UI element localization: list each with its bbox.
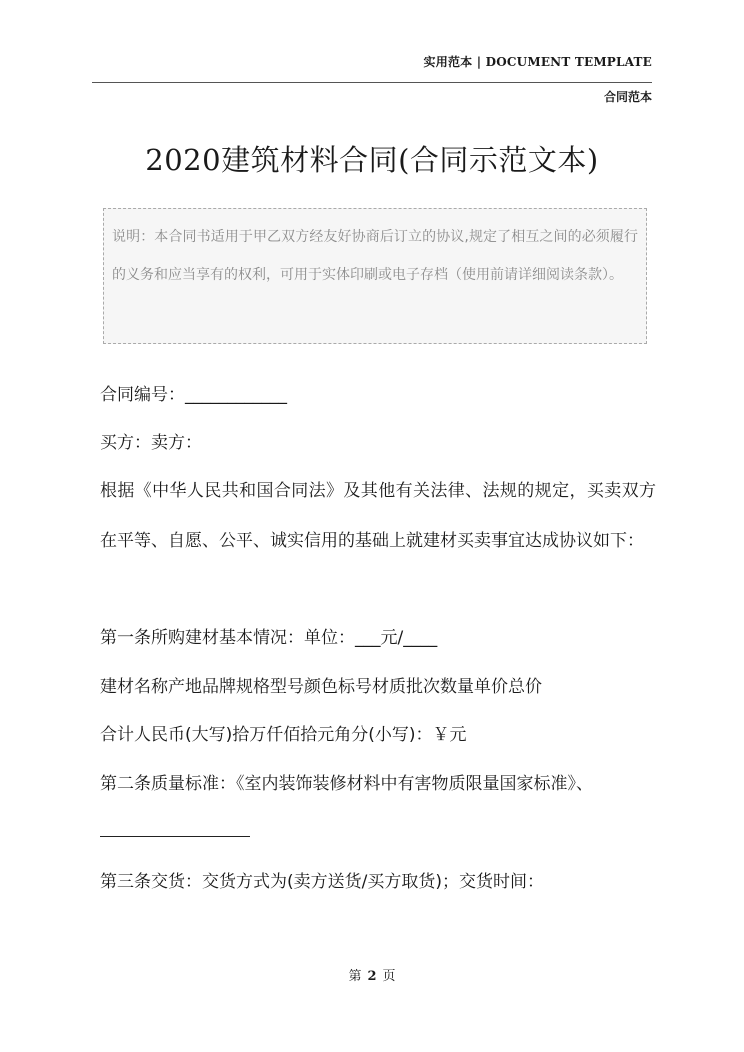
description-text: 说明：本合同书适用于甲乙双方经友好协商后订立的协议,规定了相互之间的必须履行的义务和应当享有的权利，可用于实体印刷或电子存档（使用前请详细阅读条款）。: [112, 229, 638, 283]
header-category-label: 合同范本: [603, 90, 652, 104]
footer-suffix: 页: [382, 969, 396, 984]
footer-prefix: 第: [348, 969, 362, 984]
total-amount-line: 合计人民币(大写)拾万仟佰拾元角分(小写)：￥元: [100, 725, 467, 745]
description-box: [103, 208, 647, 344]
page-footer: [0, 965, 744, 984]
page-number: 2: [367, 969, 377, 984]
item-columns-line: 建材名称产地品牌规格型号颜色标号材质批次数量单价总价: [100, 677, 542, 697]
article-1-line: 第一条所购建材基本情况：单位：___元/____: [100, 628, 438, 648]
preamble-paragraph: 根据《中华人民共和国合同法》及其他有关法律、法规的规定，买卖双方在平等、自愿、公平、诚实信用的基础上就建材买卖事宜达成协议如下：: [100, 481, 656, 551]
header-divider: [92, 82, 652, 83]
document-title: 2020建筑材料合同(合同示范文本): [145, 143, 599, 177]
parties-line: 买方：卖方：: [100, 433, 202, 453]
contract-number-line: 合同编号：____________: [100, 385, 287, 405]
header-template-label: 实用范本 | DOCUMENT TEMPLATE: [423, 55, 652, 69]
fill-in-blank-line: [100, 836, 250, 837]
article-3-line: 第三条交货：交货方式为(卖方送货/买方取货)；交货时间：: [100, 872, 544, 892]
article-2-line: 第二条质量标准：《室内装饰装修材料中有害物质限量国家标准》、: [100, 774, 593, 794]
